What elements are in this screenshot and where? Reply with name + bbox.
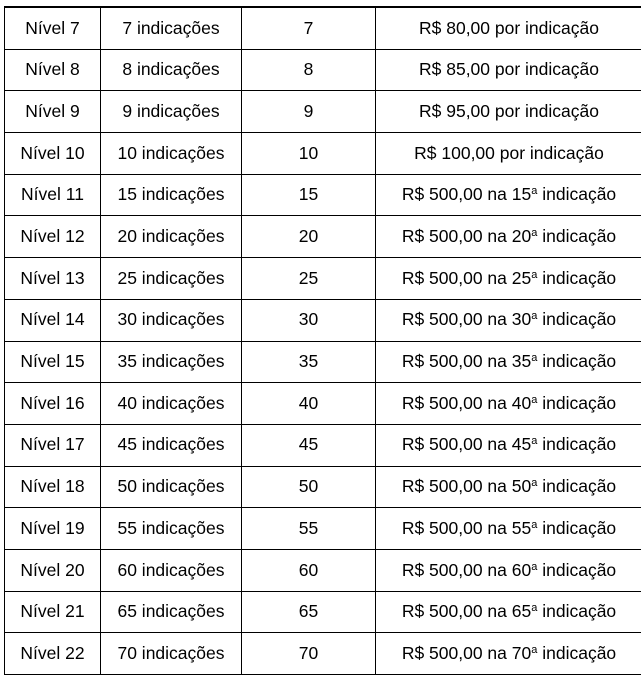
table-row [5, 633, 641, 675]
levels-table [4, 6, 641, 675]
reward-cell [376, 91, 641, 133]
reward-cell [376, 133, 641, 175]
level-cell: Nível 21 [5, 591, 101, 633]
reward-cell [376, 466, 641, 508]
ordinal-indicator: a [531, 435, 538, 448]
referrals-cell: 60 indicações [101, 549, 242, 591]
count-cell: 10 [242, 133, 376, 175]
ordinal-indicator: a [531, 227, 538, 240]
reward-text-suffix: indicação [537, 184, 617, 205]
count-cell: 9 [242, 91, 376, 133]
level-cell: Nível 14 [5, 299, 101, 341]
count-cell: 60 [242, 549, 376, 591]
reward-text: R$ 95,00 por indicação [419, 100, 599, 121]
reward-text-suffix: indicação [537, 267, 617, 288]
referrals-cell: 9 indicações [101, 91, 242, 133]
reward-text-suffix: indicação [537, 392, 617, 413]
table-row [5, 133, 641, 175]
table-row [5, 466, 641, 508]
reward-text: R$ 500,00 na 65 [401, 601, 532, 622]
reward-text: R$ 500,00 na 30 [401, 309, 532, 330]
reward-cell [376, 633, 641, 675]
level-cell: Nível 9 [5, 91, 101, 133]
table-row [5, 174, 641, 216]
referrals-cell: 70 indicações [101, 633, 242, 675]
reward-cell [376, 591, 641, 633]
reward-text: R$ 80,00 por indicação [419, 17, 599, 38]
reward-cell [376, 508, 641, 550]
table-row [5, 424, 641, 466]
referrals-cell: 25 indicações [101, 258, 242, 300]
reward-text-suffix: indicação [537, 226, 617, 247]
table-row [5, 258, 641, 300]
reward-text-suffix: indicação [537, 601, 617, 622]
reward-text-suffix: indicação [537, 642, 617, 663]
table-row [5, 508, 641, 550]
ordinal-indicator: a [531, 310, 538, 323]
referrals-cell: 45 indicações [101, 424, 242, 466]
table-row [5, 49, 641, 91]
reward-cell [376, 49, 641, 91]
table-row [5, 591, 641, 633]
reward-cell [376, 341, 641, 383]
reward-text: R$ 500,00 na 55 [401, 517, 532, 538]
table-row [5, 7, 641, 49]
reward-cell [376, 383, 641, 425]
count-cell: 65 [242, 591, 376, 633]
reward-text: R$ 500,00 na 15 [401, 184, 532, 205]
referrals-cell: 7 indicações [101, 7, 242, 49]
table-row [5, 299, 641, 341]
reward-cell [376, 549, 641, 591]
referrals-cell: 55 indicações [101, 508, 242, 550]
reward-text-suffix: indicação [537, 559, 617, 580]
count-cell: 30 [242, 299, 376, 341]
ordinal-indicator: a [531, 393, 538, 406]
level-cell: Nível 16 [5, 383, 101, 425]
table-row [5, 383, 641, 425]
count-cell: 8 [242, 49, 376, 91]
level-cell: Nível 18 [5, 466, 101, 508]
ordinal-indicator: a [531, 560, 538, 573]
reward-text-suffix: indicação [537, 309, 617, 330]
referrals-cell: 65 indicações [101, 591, 242, 633]
referrals-cell: 20 indicações [101, 216, 242, 258]
reward-text: R$ 500,00 na 45 [401, 434, 532, 455]
ordinal-indicator: a [531, 518, 538, 531]
reward-cell [376, 7, 641, 49]
count-cell: 55 [242, 508, 376, 550]
ordinal-indicator: a [531, 352, 538, 365]
level-cell: Nível 19 [5, 508, 101, 550]
count-cell: 20 [242, 216, 376, 258]
reward-text-suffix: indicação [537, 434, 617, 455]
referrals-cell: 35 indicações [101, 341, 242, 383]
reward-text: R$ 500,00 na 20 [401, 226, 532, 247]
reward-text: R$ 500,00 na 60 [401, 559, 532, 580]
levels-table-body [5, 7, 641, 675]
table-row [5, 216, 641, 258]
referrals-cell: 50 indicações [101, 466, 242, 508]
reward-text-suffix: indicação [537, 476, 617, 497]
reward-text: R$ 500,00 na 25 [401, 267, 532, 288]
level-cell: Nível 17 [5, 424, 101, 466]
count-cell: 50 [242, 466, 376, 508]
referrals-cell: 30 indicações [101, 299, 242, 341]
reward-text: R$ 500,00 na 35 [401, 351, 532, 372]
referrals-cell: 40 indicações [101, 383, 242, 425]
reward-text: R$ 500,00 na 70 [401, 642, 532, 663]
reward-cell [376, 424, 641, 466]
level-cell: Nível 10 [5, 133, 101, 175]
referrals-cell: 15 indicações [101, 174, 242, 216]
reward-text: R$ 100,00 por indicação [414, 142, 604, 163]
ordinal-indicator: a [531, 477, 538, 490]
reward-text: R$ 85,00 por indicação [419, 59, 599, 80]
level-cell: Nível 12 [5, 216, 101, 258]
count-cell: 7 [242, 7, 376, 49]
reward-cell [376, 258, 641, 300]
level-cell: Nível 13 [5, 258, 101, 300]
ordinal-indicator: a [531, 268, 538, 281]
reward-text: R$ 500,00 na 40 [401, 392, 532, 413]
count-cell: 70 [242, 633, 376, 675]
level-cell: Nível 20 [5, 549, 101, 591]
count-cell: 35 [242, 341, 376, 383]
ordinal-indicator: a [531, 185, 538, 198]
referrals-cell: 8 indicações [101, 49, 242, 91]
reward-text-suffix: indicação [537, 517, 617, 538]
reward-cell [376, 299, 641, 341]
ordinal-indicator: a [531, 643, 538, 656]
level-cell: Nível 8 [5, 49, 101, 91]
count-cell: 25 [242, 258, 376, 300]
table-row [5, 91, 641, 133]
table-row [5, 549, 641, 591]
count-cell: 15 [242, 174, 376, 216]
reward-text-suffix: indicação [537, 351, 617, 372]
reward-cell [376, 216, 641, 258]
ordinal-indicator: a [531, 602, 538, 615]
level-cell: Nível 11 [5, 174, 101, 216]
table-row [5, 341, 641, 383]
count-cell: 40 [242, 383, 376, 425]
count-cell: 45 [242, 424, 376, 466]
reward-cell [376, 174, 641, 216]
level-cell: Nível 22 [5, 633, 101, 675]
reward-text: R$ 500,00 na 50 [401, 476, 532, 497]
level-cell: Nível 7 [5, 7, 101, 49]
referrals-cell: 10 indicações [101, 133, 242, 175]
level-cell: Nível 15 [5, 341, 101, 383]
